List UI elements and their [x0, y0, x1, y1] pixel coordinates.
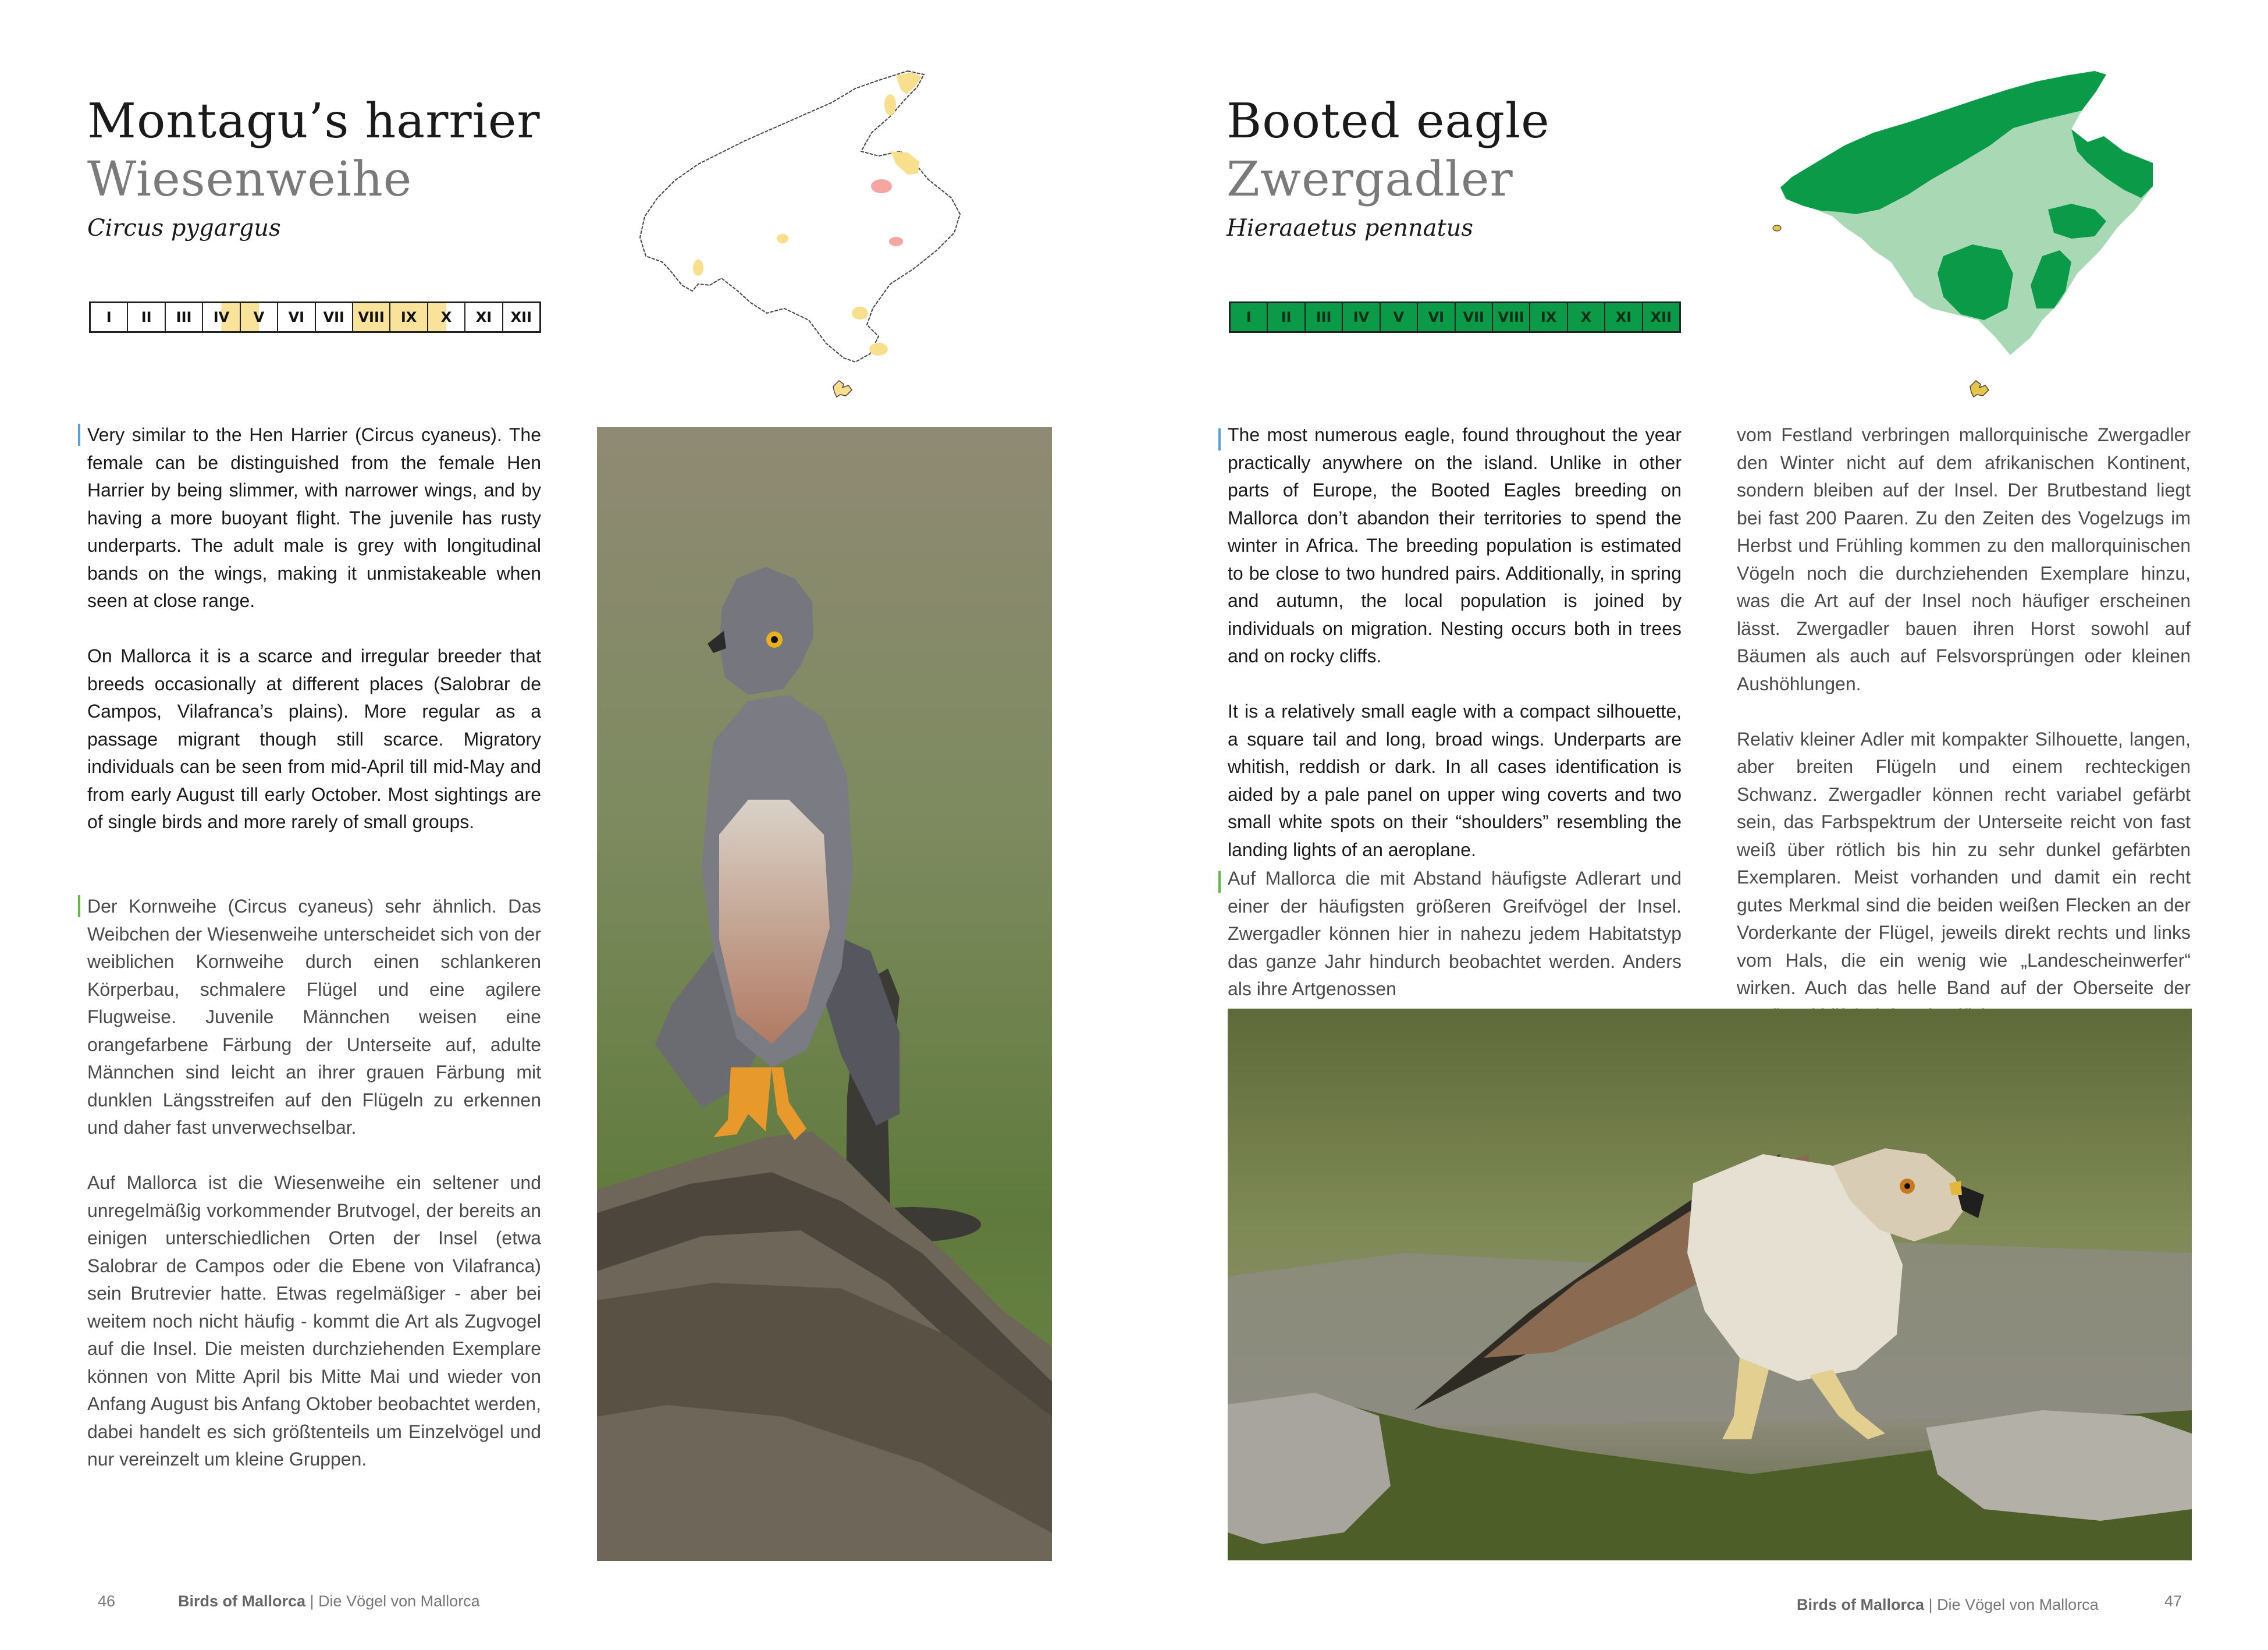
month-cell: I — [1231, 303, 1268, 331]
month-cell: XI — [465, 303, 503, 331]
left-text-german — [87, 893, 541, 1474]
month-cell: III — [1306, 303, 1343, 331]
month-cell: II — [128, 303, 165, 331]
cabrera-island-icon — [1968, 378, 1991, 399]
montagus-harrier-photo — [597, 427, 1052, 1561]
left-title-latin: Circus pygargus — [87, 215, 281, 242]
breeding-patch — [871, 179, 892, 193]
mallorca-outline — [640, 71, 960, 362]
dragonera-island — [1773, 225, 1781, 231]
footer-book-title: Birds of Mallorca — [178, 1592, 306, 1610]
left-text-english — [87, 421, 541, 836]
month-cell: X — [1568, 303, 1605, 331]
right-distribution-map — [1769, 64, 2164, 367]
paragraph: Very similar to the Hen Harrier (Circus cyaneus). The female can be distinguished from the female Hen Harrier by being slimmer, with narrower wings, and by having a more buoyant flight. The juvenile has rusty underparts. The adult male is grey with longitudinal bands on the wings, making it unmistakeable when seen at close range. — [87, 424, 541, 611]
cabrera-island-icon — [831, 378, 854, 399]
breeding-patch — [889, 237, 903, 246]
month-cell: X — [428, 303, 465, 331]
presence-patch — [693, 260, 703, 276]
paragraph: Auf Mallorca ist die Wiesenweihe ein seltener und unregelmäßig vorkommender Brutvogel, der bereits an einigen unterschiedlichen Orten der Insel (etwa Salobrar de Campos oder die Ebene von Vilafranca) sein Brutrevier hatte. Etwas regelmäßiger - aber bei weitem noch nicht häufig - kommt die Art als Zugvogel auf die Insel. Die meisten durchziehenden Exemplare können von Mitte April bis Mitte Mai und wieder von Anfang August bis Anfang Oktober beobachtet werden, dabei handelt es sich größtenteils um Einzelvögel und nur vereinzelt um kleine Gruppen. — [87, 1172, 541, 1470]
month-cell: IX — [1530, 303, 1567, 331]
paragraph: vom Festland verbringen mallorquinische Zwergadler den Winter nicht auf dem afrikanischen Kontinent, sondern bleiben auf der Insel. Der Brutbestand liegt bei fast 200 Paaren. Zu den Zeiten des Vogelzugs im Herbst und Frühling kommen zu den mallorquinischen Vögeln noch die durchziehenden Exemplare hinzu, was die Art auf der Insel noch häufiger erscheinen lässt. Zwergadler bauen ihren Horst sowohl auf Bäumen als auch auf Felsvorsprüngen oder kleinen Aushöhlungen. — [1737, 424, 2191, 694]
right-title-english: Booted eagle — [1227, 94, 1550, 149]
paragraph: The most numerous eagle, found throughout the year practically anywhere on the island. Unlike in other parts of Europe, the Booted Eagles breeding on Mallorca don’t abandon their territories to spend the winter in Africa. The breeding population is estimated to be close to two hundred pairs. Additionally, in spring and autumn, the local population is joined by individuals on migration. Nesting occurs both in trees and on rocky cliffs. — [1228, 424, 1682, 666]
month-cell: VI — [1418, 303, 1455, 331]
presence-patch — [777, 234, 788, 243]
month-cell: III — [166, 303, 203, 331]
month-cell: V — [1381, 303, 1418, 331]
footer-book-subtitle: | Die Vögel von Mallorca — [1924, 1596, 2099, 1613]
month-cell: IV — [1343, 303, 1380, 331]
month-cell: XI — [1605, 303, 1643, 331]
left-title-german: Wiesenweihe — [87, 152, 413, 207]
left-page-number: 46 — [98, 1592, 116, 1610]
right-footer-title — [1797, 1596, 2099, 1614]
right-text-german-col2 — [1737, 421, 2191, 1030]
month-cell: II — [1268, 303, 1305, 331]
month-cell: XII — [1643, 303, 1679, 331]
left-month-calendar — [89, 301, 541, 333]
left-title-english: Montagu’s harrier — [87, 94, 541, 149]
booted-eagle-photo — [1228, 1009, 2192, 1560]
right-text-german-col1: Auf Mallorca die mit Abstand häufigste Adlerart und einer der häufigsten größeren Greifvögel der Insel. Zwergadler können hier in nahezu jedem Habitatstyp das ganze Jahr hindurch beobachtet werden. Anders als ihre Artgenossen — [1228, 868, 1682, 999]
month-cell: IV — [203, 303, 240, 331]
month-cell: V — [241, 303, 278, 331]
presence-patch — [884, 94, 896, 115]
left-footer-title — [178, 1592, 480, 1610]
month-cell: VI — [278, 303, 315, 331]
presence-patch — [852, 307, 868, 320]
right-text-english — [1228, 421, 1682, 864]
month-cell: VII — [1456, 303, 1493, 331]
month-cell: I — [91, 303, 128, 331]
paragraph: Relativ kleiner Adler mit kompakter Silhouette, langen, aber breiten Flügeln und einem rechteckigen Schwanz. Zwergadler können recht variabel gefärbt sein, das Farbspektrum der Unterseite reicht von fast weiß über rötlich bis hin zu sehr dunkel gefärbten Exemplaren. Meist vorhanden und damit ein recht gutes Merkmal sind die beiden weißen Flecken an der Vorderkante der Flügel, jeweils direkt rechts und links vom Hals, die ein wenig wie „Landescheinwerfer“ wirken. Auch das helle Band auf der Oberseite der — [1737, 728, 2191, 998]
presence-patch — [869, 343, 888, 356]
paragraph: On Mallorca it is a scarce and irregular breeder that breeds occasionally at different places (Salobrar de Campos, Vilafranca’s plains). More regular as a passage migrant though still scarce. Migratory individuals can be seen from mid-April till mid-May and from early August till early October. Most sightings are of single birds and more rarely of small groups. — [87, 645, 541, 832]
month-cell: IX — [390, 303, 428, 331]
english-text-marker — [1218, 428, 1221, 450]
month-cell: VII — [316, 303, 353, 331]
paragraph: It is a relatively small eagle with a compact silhouette, a square tail and long, broad wings. Underparts are whitish, reddish or dark. In all cases identification is aided by a pale panel on upper wing coverts and two small white spots on their “shoulders” resembling the landing lights of an aeroplane. — [1228, 701, 1682, 860]
footer-book-title: Birds of Mallorca — [1797, 1596, 1925, 1613]
right-title-german: Zwergadler — [1227, 152, 1513, 207]
month-cell: VIII — [1493, 303, 1530, 331]
left-distribution-map — [634, 64, 1018, 367]
german-text-marker — [78, 895, 80, 917]
right-month-calendar — [1229, 301, 1681, 333]
english-text-marker — [78, 424, 80, 446]
footer-book-subtitle: | Die Vögel von Mallorca — [305, 1592, 480, 1610]
right-page-number: 47 — [2164, 1592, 2182, 1610]
german-text-marker — [1218, 871, 1221, 893]
right-title-latin: Hieraaetus pennatus — [1227, 215, 1473, 242]
month-cell: VIII — [353, 303, 390, 331]
month-cell: XII — [510, 309, 532, 325]
paragraph: Der Kornweihe (Circus cyaneus) sehr ähnlich. Das Weibchen der Wiesenweihe unterscheidet sich von der weiblichen Kornweihe durch einen schlankeren Körperbau, schmalere Flügel und eine agilere Flugweise. Juvenile Männchen weisen eine orangefarbene Färbung der Unterseite auf, adulte Männchen sind leicht an ihrer grauen Färbung mit dunklen Längsstreifen auf den Flügeln zu erkennen und daher fast unverwechselbar. — [87, 896, 541, 1138]
